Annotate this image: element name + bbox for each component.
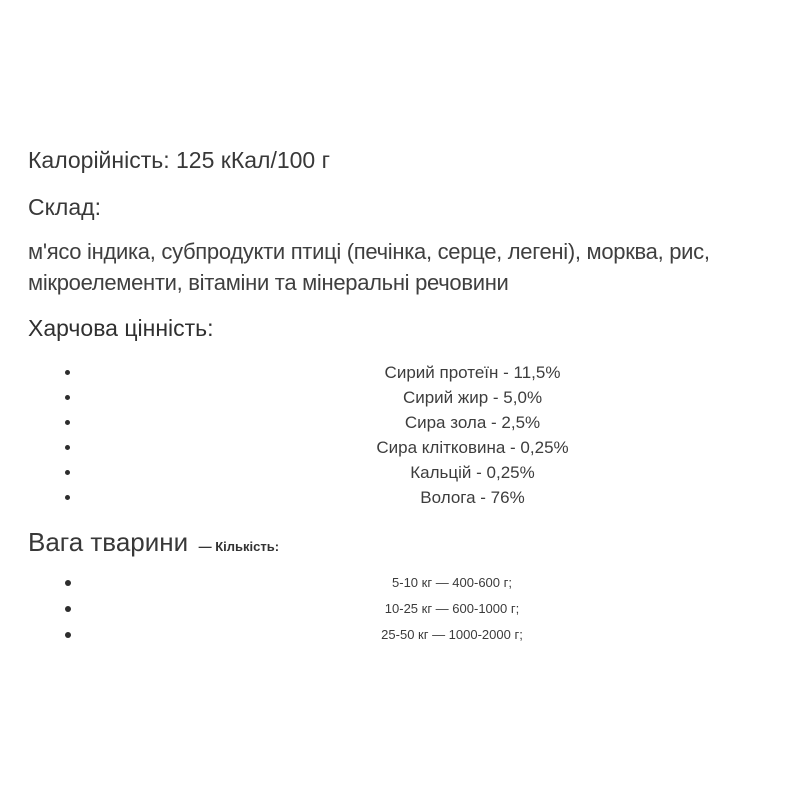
- quantity-label: — Кількість:: [198, 539, 280, 554]
- nutrition-item-label: Сирий жир - 5,0%: [402, 388, 543, 407]
- feeding-item-label: 10-25 кг — 600-1000 г;: [384, 601, 520, 616]
- feeding-item-label: 5-10 кг — 400-600 г;: [392, 575, 512, 590]
- feeding-item-label: 25-50 кг — 1000-2000 г;: [381, 627, 523, 642]
- nutrition-item-label: Сира зола - 2,5%: [404, 413, 541, 432]
- composition-heading: Склад:: [28, 194, 101, 220]
- bullet-icon: [65, 580, 71, 586]
- bullet-icon: [65, 395, 70, 400]
- nutrition-list-item: [0, 410, 800, 435]
- bullet-icon: [65, 495, 70, 500]
- nutrition-item-label: Сира клітковина - 0,25%: [376, 438, 569, 457]
- bullet-icon: [65, 632, 71, 638]
- calories-line: Калорійність: 125 кКал/100 г: [28, 147, 330, 173]
- feeding-heading: [28, 526, 279, 563]
- nutrition-item-label: Кальцій - 0,25%: [410, 463, 535, 482]
- animal-weight-label: Вага тварини: [28, 527, 189, 557]
- composition-text: [28, 236, 780, 298]
- composition-line: м'ясо індика, субпродукти птиці (печінка, серце, легені), морква, рис,: [28, 239, 710, 264]
- nutrition-list-item: [0, 460, 800, 485]
- bullet-icon: [65, 606, 71, 612]
- bullet-icon: [65, 445, 70, 450]
- bullet-icon: [65, 370, 70, 375]
- feeding-list-item: [0, 622, 800, 648]
- feeding-list-item: [0, 570, 800, 596]
- feeding-list: [0, 570, 800, 648]
- nutrition-heading: Харчова цінність:: [28, 315, 214, 341]
- nutrition-list-item: [0, 360, 800, 385]
- nutrition-item-label: Сирий протеїн - 11,5%: [384, 363, 561, 382]
- composition-line: мікроелементи, вітаміни та мінеральні речовини: [28, 270, 509, 295]
- nutrition-list-item: [0, 435, 800, 460]
- bullet-icon: [65, 420, 70, 425]
- nutrition-item-label: Волога - 76%: [420, 488, 525, 507]
- nutrition-list-item: [0, 385, 800, 410]
- bullet-icon: [65, 470, 70, 475]
- nutrition-list-item: [0, 485, 800, 510]
- nutrition-list: [0, 360, 800, 510]
- feeding-list-item: [0, 596, 800, 622]
